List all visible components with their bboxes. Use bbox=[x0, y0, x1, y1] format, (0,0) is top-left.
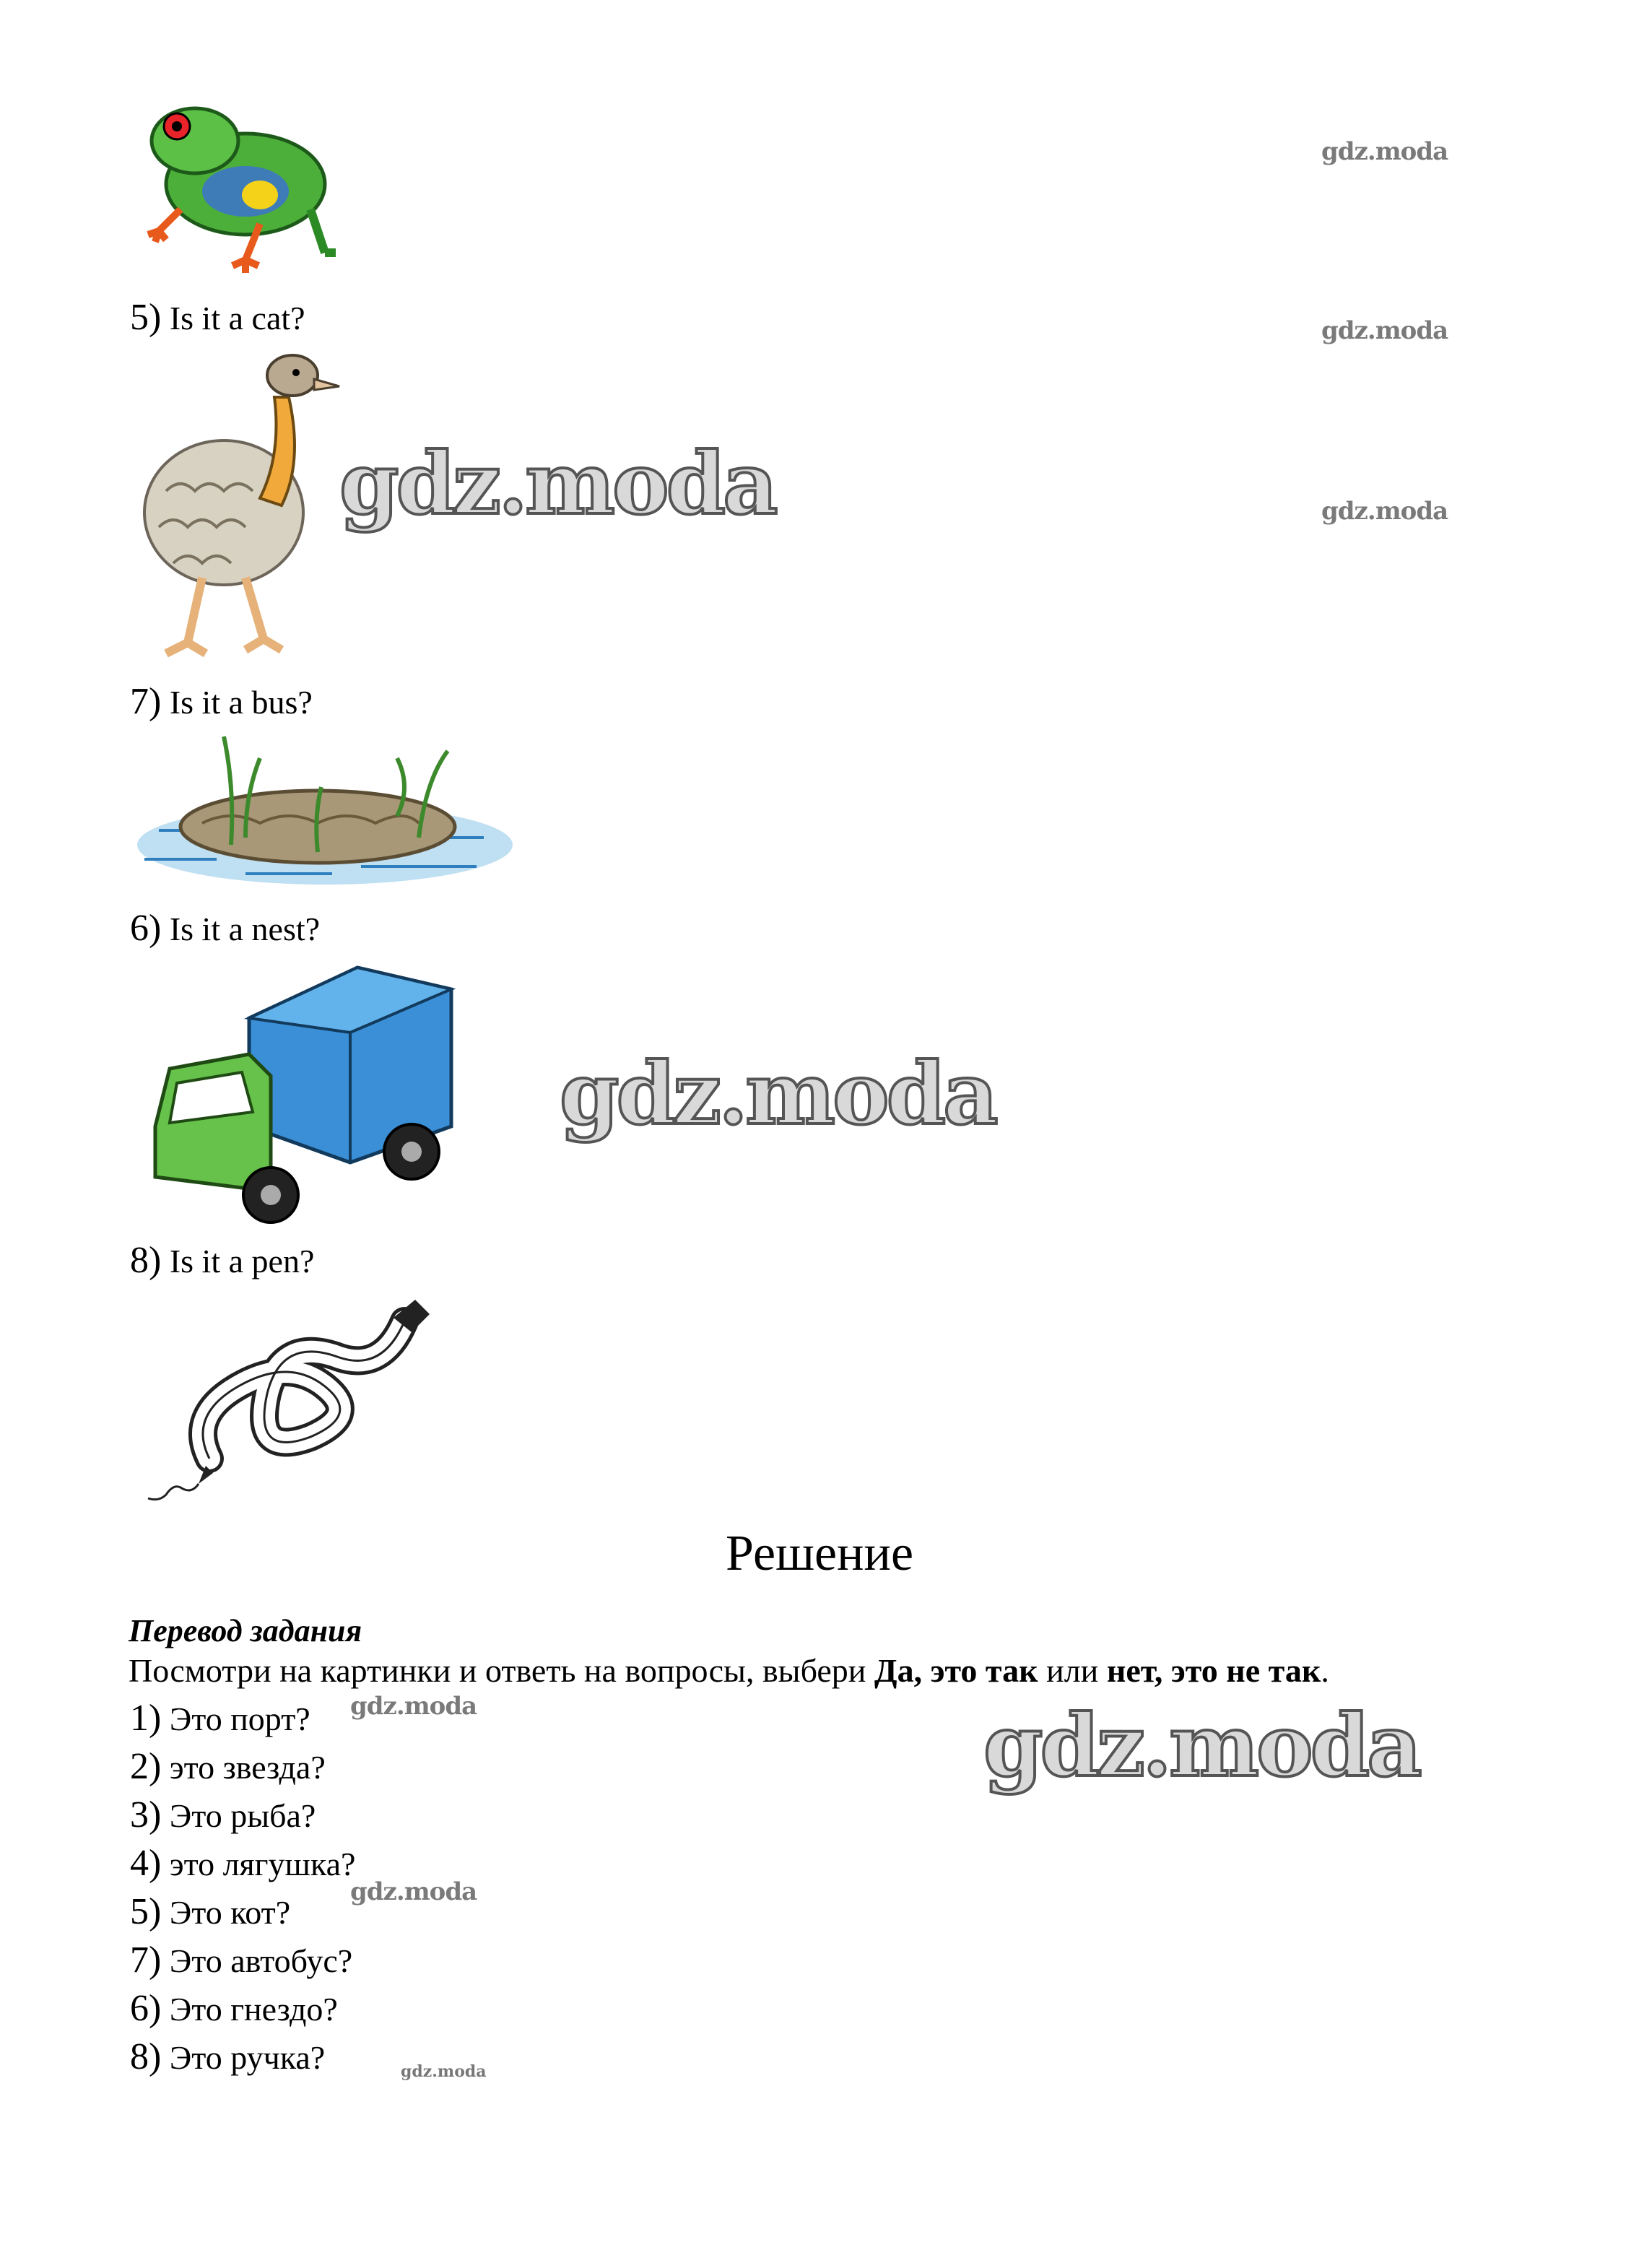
answer-text: Это ручка? bbox=[169, 2039, 326, 2076]
question-number: 8) bbox=[130, 1240, 162, 1281]
question-number: 5) bbox=[130, 297, 162, 338]
answer-number: 3) bbox=[130, 1794, 162, 1835]
watermark-small: gdz.moda bbox=[1321, 497, 1448, 526]
watermark-small: gdz.moda bbox=[1321, 316, 1448, 345]
frog-illustration bbox=[137, 87, 354, 282]
section-title: Решение bbox=[726, 1526, 914, 1581]
answer-text: Это автобус? bbox=[169, 1942, 353, 1979]
question-number: 7) bbox=[130, 681, 162, 722]
instruction-bold-yes: Да, это так bbox=[874, 1652, 1038, 1689]
question-text: Is it a pen? bbox=[169, 1243, 315, 1279]
watermark-large: gdz.moda bbox=[983, 1695, 1420, 1796]
answer-item bbox=[130, 1698, 310, 1739]
answer-text: это звезда? bbox=[169, 1749, 326, 1786]
knotted-pen-illustration bbox=[144, 1292, 455, 1509]
watermark-small: gdz.moda bbox=[1321, 137, 1448, 166]
truck-illustration bbox=[141, 960, 458, 1228]
answer-item bbox=[130, 1892, 290, 1933]
answer-number: 7) bbox=[130, 1939, 162, 1981]
question-item bbox=[130, 908, 320, 950]
answer-text: это лягушка? bbox=[169, 1846, 356, 1882]
answer-text: Это порт? bbox=[169, 1700, 310, 1737]
question-text: Is it a cat? bbox=[169, 300, 305, 336]
watermark-small: gdz.moda bbox=[350, 1877, 477, 1906]
answer-number: 8) bbox=[130, 2036, 162, 2077]
watermark-large: gdz.moda bbox=[560, 1043, 996, 1144]
answer-number: 4) bbox=[130, 1843, 162, 1884]
ostrich-illustration bbox=[137, 347, 354, 664]
question-item bbox=[130, 682, 313, 723]
question-number: 6) bbox=[130, 908, 162, 949]
question-text: Is it a bus? bbox=[169, 684, 313, 721]
answer-text: Это кот? bbox=[169, 1894, 291, 1931]
answer-item bbox=[130, 1843, 355, 1885]
question-item bbox=[130, 297, 305, 339]
instruction-text: . bbox=[1321, 1652, 1329, 1689]
nest-illustration bbox=[130, 729, 520, 895]
section-subtitle: Перевод задания bbox=[129, 1613, 362, 1648]
answer-number: 2) bbox=[130, 1746, 162, 1787]
answer-item bbox=[130, 1747, 326, 1788]
answer-item bbox=[130, 1989, 338, 2030]
answer-number: 5) bbox=[130, 1891, 162, 1932]
answer-text: Это гнездо? bbox=[169, 1991, 338, 2028]
watermark-tiny: gdz.moda bbox=[401, 2062, 487, 2081]
task-instruction bbox=[129, 1651, 1329, 1691]
watermark-large: gdz.moda bbox=[339, 433, 775, 534]
instruction-bold-no: нет, это не так bbox=[1106, 1652, 1321, 1689]
answer-number: 1) bbox=[130, 1698, 162, 1739]
answer-item bbox=[130, 2037, 325, 2078]
answer-text: Это рыба? bbox=[169, 1797, 316, 1834]
answer-item bbox=[130, 1940, 352, 1981]
instruction-text: или bbox=[1038, 1652, 1107, 1689]
question-item bbox=[130, 1241, 314, 1282]
watermark-small: gdz.moda bbox=[350, 1692, 477, 1721]
question-text: Is it a nest? bbox=[169, 911, 321, 947]
answer-item bbox=[130, 1795, 316, 1836]
answer-number: 6) bbox=[130, 1988, 162, 2029]
instruction-text: Посмотри на картинки и ответь на вопросы, выбери bbox=[129, 1652, 874, 1689]
